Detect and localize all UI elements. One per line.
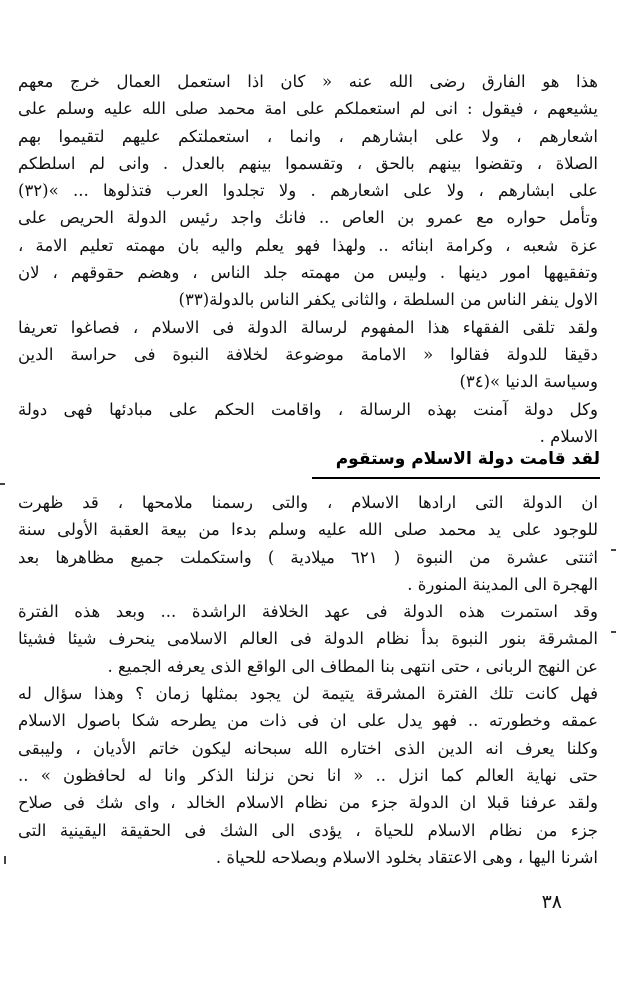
text-line: للوجود على يد محمد صلى الله عليه وسلم بدءا من بيعة العقبة الأولى سنة <box>18 520 598 540</box>
text-line: وتأمل حواره مع عمرو بن العاص .. فانك واجد رئيس الدولة الحريص على <box>18 208 598 228</box>
scan-margin-mark <box>0 483 5 485</box>
text-line: وقد استمرت هذه الدولة فى عهد الخلافة الراشدة ... وبعد هذه الفترة <box>18 602 598 622</box>
text-line: جزء من نظام الاسلام للحياة ، يؤدى الى الشك فى الحقيقة اليقينية التى <box>18 820 598 840</box>
text-line: عمقه وخطورته .. فهو يدل على ان فى ذات من يطرحه شكا باصول الاسلام <box>18 711 598 731</box>
text-line: ولقد تلقى الفقهاء هذا المفهوم لرسالة الدولة فى الاسلام ، فصاغوا تعريفا <box>18 317 598 337</box>
text-line: الاول ينفر الناس من السلطة ، والثانى يكفر الناس بالدولة(٣٣) <box>178 290 598 310</box>
text-line: اثنتى عشرة من النبوة ( ٦٢١ ميلادية ) واستكملت جميع مظاهرها بعد <box>18 547 598 567</box>
text-line: وتفقيهها امور دينها . وليس من مهمته جلد الناس ، وهضم حقوقهم ، لان <box>18 263 598 283</box>
page-number: ٣٨ <box>541 891 562 913</box>
scan-margin-mark <box>611 631 616 633</box>
text-line: وسياسة الدنيا »(٣٤) <box>459 372 598 392</box>
paragraph-block-1 <box>18 68 598 450</box>
text-line: الصلاة ، وتقضوا بينهم بالحق ، وتقسموا بينهم بالعدل . وانى لم اسلطكم <box>18 153 598 173</box>
text-line: ولقد عرفنا قبلا ان الدولة جزء من نظام الاسلام الخالد ، واى شك فى صلاح <box>18 793 598 813</box>
text-line: المشرقة بنور النبوة بدأ نظام الدولة فى العالم الاسلامى ينحرف شيئا فشيئا <box>18 629 598 649</box>
text-line: اشرنا اليها ، وهى الاعتقاد بخلود الاسلام وبصلاحه للحياة . <box>215 847 598 867</box>
text-line: يشيعهم ، فيقول : انى لم استعملكم على امة محمد صلى الله عليه وسلم على <box>18 99 598 119</box>
text-line: ان الدولة التى ارادها الاسلام ، والتى رسمنا ملامحها ، قد ظهرت <box>18 493 598 512</box>
text-line: عن النهج الربانى ، حتى انتهى بنا المطاف الى الواقع الذى يعرفه الجميع . <box>107 656 598 676</box>
text-line: الاسلام . <box>539 426 598 446</box>
text-line: الهجرة الى المدينة المنورة . <box>407 574 598 594</box>
section-heading: لقد قامت دولة الاسلام وستقوم <box>335 449 600 469</box>
text-line: على ابشارهم ، ولا على اشعارهم . ولا تجلدوا العرب فتذلوها ... »(٣٢) <box>18 181 598 201</box>
text-line: وكل دولة آمنت بهذه الرسالة ، واقامت الحكم على مبادئها فهى دولة <box>18 399 598 419</box>
text-line: وكلنا يعرف انه الدين الذى اختاره الله سبحانه ليكون خاتم الأديان ، وليبقى <box>18 738 598 758</box>
text-line: فهل كانت تلك الفترة المشرقة يتيمة لن يجود بمثلها زمان ؟ وهذا سؤال له <box>18 684 598 704</box>
text-line: هذا هو الفارق رضى الله عنه « كان اذا استعمل العمال خرج معهم <box>18 72 598 91</box>
text-line: عزة شعبه ، وكرامة ابنائه .. ولهذا فهو يعلم واليه بان مهمته تعليم الامة ، <box>18 235 598 255</box>
text-line: دقيقا للدولة فقالوا « الامامة موضوعة لخلافة النبوة فى حراسة الدين <box>18 344 598 364</box>
text-line: اشعارهم ، ولا على ابشارهم ، وانما ، استعملتكم عليهم لتقيموا بهم <box>18 126 598 146</box>
heading-underline <box>312 477 600 479</box>
paragraph-block-2 <box>18 489 598 871</box>
text-line: حتى نهاية العالم كما انزل .. « انا نحن نزلنا الذكر وانا له لحافظون » .. <box>18 765 598 785</box>
scan-margin-mark <box>611 549 616 551</box>
scan-margin-mark <box>4 856 6 864</box>
